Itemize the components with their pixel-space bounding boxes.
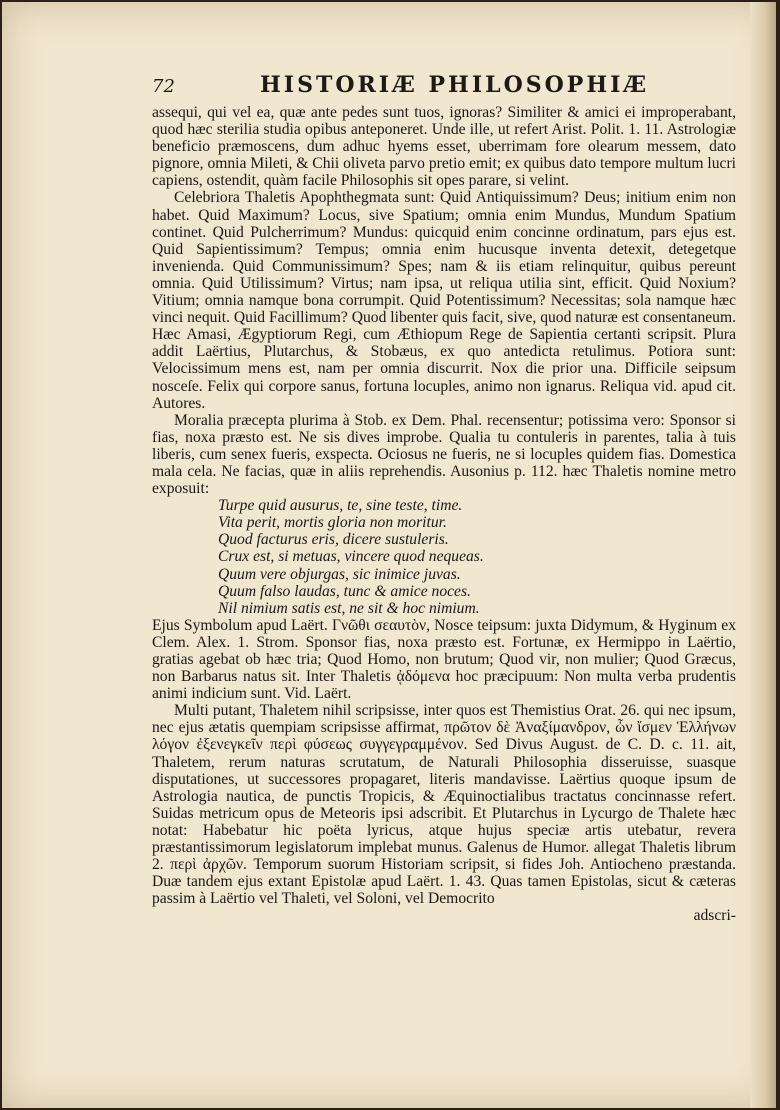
paragraph-3: Moralia præcepta plurima à Stob. ex Dem. Phal. recensentur; potissima vero: Sponsor si fias, noxa præsto est. Ne sis dives improbe. Qualia tu contuleris in parentes, talia à tuis liberis, cum senex fueris, exspecta. Ociosus ne fueris, ne si locuples quidem fias. Domestica mala cela. Ne facias, quæ in aliis reprehendis. Ausonius p. 112. hæc Thaletis nomine metro exposuit:	[152, 411, 736, 498]
verse-line: Quum falso laudas, tunc & amice noces.	[218, 582, 471, 600]
verse-block	[152, 497, 736, 617]
paragraph-4: Ejus Symbolum apud Laërt. Γνῶθι σεαυτὸν, Nosce teipsum: juxta Didymum, & Hyginum ex Clem. Alex. 1. Strom. Sponsor fias, noxa præsto est. Fortunæ, ex Hermippo in Laërtio, gratias agebat ob hæc tria; Quod Homo, non brutum; Quod vir, non mulier; Quod Græcus, non Barbarus natus sit. Inter Thaletis ᾀδόμενα hoc præcipuum: Non multa verba prudentis animi indicium sunt. Vid. Laërt.	[152, 616, 736, 703]
catchword: adscri-	[693, 907, 736, 925]
verse-line: Quod facturus eris, dicere sustuleris.	[218, 531, 449, 549]
page-header	[152, 72, 742, 102]
verse-line: Vita perit, mortis gloria non moritur.	[218, 514, 447, 532]
verse-line: Crux est, si metuas, vincere quod nequeas.	[218, 548, 484, 566]
page-gutter	[750, 2, 776, 1108]
paragraph-2: Celebriora Thaletis Apophthegmata sunt: Quid Antiquissimum? Deus; initium enim non habet. Quid Maximum? Locus, sive Spatium; omnia enim Mundus, Mundum Spatium continet. Quid Pulcherrimum? Mundus: quicquid enim concinne ordinatum, pars ejus est. Quid Sapientissimum? Tempus; omnia enim hucusque inventa detexit, detegetque invenienda. Quid Communissimum? Spes; nam & iis etiam relinquitur, quibus pereunt omnia. Quid Utilissimum? Virtus; nam ipsa, ut reliqua utilia sint, efficit. Quid Noxium? Vitium; omnia namque bona corrumpit. Quid Potentissimum? Necessitas; sola namque hæc vinci nequit. Quid Facillimum? Quod libenter quis facit, sive, quod naturæ est consentaneum. Hæc Amasi, Ægyptiorum Regi, cum Æthiopum Rege de Sapientia certanti scripsit. Plura addit Laërtius, Plutarchus, & Stobæus, ex quo antedicta retulimus. Potiora sunt: Velocissimum mens est, nam per omnia discurrit. Nox die prior una. Difficile seipsum nosceſe. Felix qui corpore sanus, fortuna locuples, animo non ignarus. Reliqua vid. apud cit. Autores.	[152, 189, 736, 412]
page-number: 72	[152, 76, 175, 97]
verse-line: Nil nimium satis est, ne sit & hoc nimium.	[218, 599, 480, 617]
verse-line: Quum vere objurgas, sic inimice juvas.	[218, 565, 461, 583]
verse-line: Turpe quid ausurus, te, sine teste, time.	[218, 497, 463, 515]
running-title: HISTORIÆ PHILOSOPHIÆ	[260, 72, 650, 98]
paragraph-5: Multi putant, Thaletem nihil scripsisse, inter quos est Themistius Orat. 26. qui nec ipsum, nec ejus ætatis quempiam scripsisse affirmat, πρῶτον δὲ Ἀναξίμανδρον, ὧν ἴσμεν Ἑλλήνων λόγον ἐξενεγκεῖν περὶ φύσεως συγγεγραμμένον. Sed Divus August. de C. D. c. 11. ait, Thaletem, rerum naturas scrutatum, de Naturali Philosophia disseruisse, suasque disputationes, ut successores propagaret, literis mandavisse. Laërtius quoque ipsum de Astrologia nautica, de punctis Tropicis, & Æquinoctialibus tractatus concinnasse refert. Suidas metricum opus de Meteoris ipsi adscribit. Et Plutarchus in Lycurgo de Thalete hæc notat: Habebatur hic poëta lyricus, atque hujus speciæ artis utebatur, revera præstantissimorum legislatorum implebat munus. Galenus de Humor. allegat Thaletis librum 2. περὶ ἀρχῶν. Temporum suorum Historiam scripsit, si fides Joh. Antiocheno præstanda. Duæ tandem ejus extant Epistolæ apud Laërt. 1. 43. Quas tamen Epistolas, sicut & cæteras passim à Laërtio vel Thaleti, vel Soloni, vel Democrito	[152, 702, 736, 908]
paragraph-1: assequi, qui vel ea, quæ ante pedes sunt tuos, ignoras? Similiter & amici ei improperabant, quod hæc sterilia studia opibus anteponeret. Unde ille, ut refert Arist. Polit. 1. 11. Astrologiæ beneficio præmoscens, dum adhuc hyems esset, uberrimam fore olearum messem, dato pignore, omnia Mileti, & Chii oliveta parvo pretio emit; ex quibus dato tempore multum lucri capiens, ostendit, quàm facile Philosophis sit opes parare, si velint.	[152, 104, 736, 190]
body-text	[152, 104, 736, 925]
